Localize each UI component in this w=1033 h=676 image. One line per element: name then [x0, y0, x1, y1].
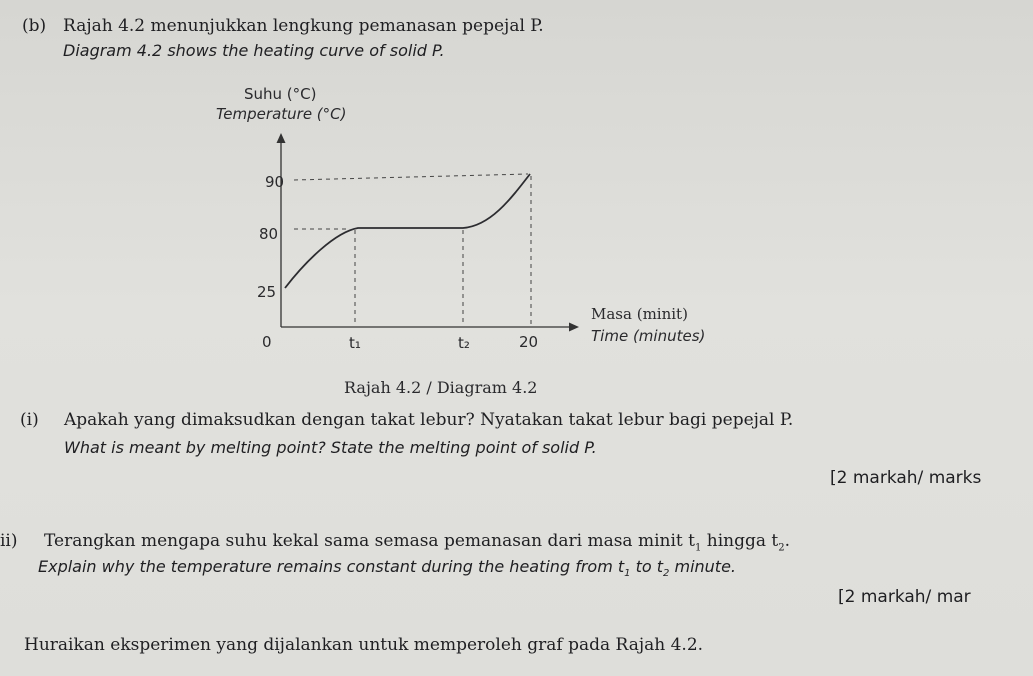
y-tick-80: 80 [259, 225, 279, 243]
x-tick-t2: t₂ [458, 334, 470, 352]
question-i-label: (i) [20, 410, 39, 430]
x-tick-20: 20 [519, 333, 539, 351]
y-axis-arrowhead [277, 133, 286, 143]
diagram-caption: Rajah 4.2 / Diagram 4.2 [344, 378, 538, 397]
question-ii-english: Explain why the temperature remains constant during the heating from $t_1$ to $t_2$ minute. [38, 557, 737, 580]
question-i-english: What is meant by melting point? State the melting point of solid P. [64, 438, 597, 457]
heating-curve-line [285, 174, 530, 288]
part-b-english-text: Diagram 4.2 shows the heating curve of solid P. [63, 41, 445, 60]
part-b-malay-text: Rajah 4.2 menunjukkan lengkung pemanasan pepejal P. [63, 16, 544, 36]
guide-90 [294, 174, 528, 180]
y-axis-label-english: Temperature (°C) [216, 105, 347, 123]
x-tick-t1: t₁ [349, 334, 361, 352]
question-ii-malay: Terangkan mengapa suhu kekal sama semasa pemanasan dari masa minit $t_1$ hingga $t_2$. [44, 531, 791, 554]
x-axis-label-malay: Masa (minit) [591, 305, 688, 323]
y-tick-25: 25 [257, 283, 277, 301]
question-iii-malay: Huraikan eksperimen yang dijalankan untuk memperoleh graf pada Rajah 4.2. [24, 635, 704, 655]
question-ii-label: ii) [0, 531, 18, 551]
y-tick-90: 90 [265, 173, 285, 191]
x-axis-label-english: Time (minutes) [591, 327, 706, 345]
question-i-malay: Apakah yang dimaksudkan dengan takat lebur? Nyatakan takat lebur bagi pepejal P. [64, 410, 794, 430]
x-tick-0: 0 [262, 333, 272, 351]
x-axis-arrowhead [569, 323, 579, 332]
y-axis-label-malay: Suhu (°C) [244, 85, 317, 103]
question-ii-marks: [2 markah/ mar [838, 587, 971, 607]
question-i-marks: [2 markah/ marks [830, 468, 982, 488]
part-b-label: (b) [22, 16, 47, 36]
